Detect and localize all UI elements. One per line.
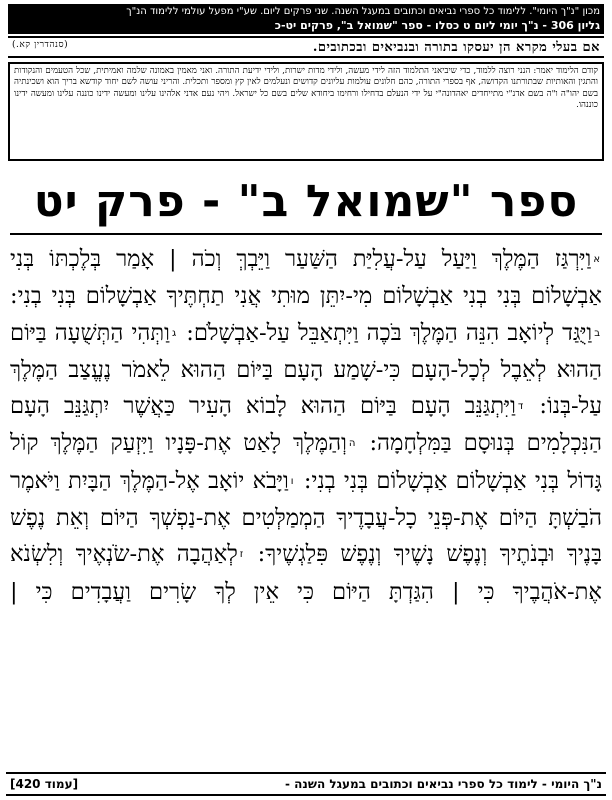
verse-text: וַיֻּגַּד לְיוֹאָב הִנֵּה הַמֶּלֶךְ בֹּכֶה וַיִּתְאַבֵּל עַל-אַבְשָׁלֹם:: [186, 319, 593, 346]
verse: [186, 320, 602, 346]
header-issue-line: [12, 19, 600, 33]
header-institute-line: מכון "נ"ך היומי". ללימוד כל ספרי נביאים וכתובים במעגל השנה. שני פרקים ליום. שע"י מפעל עולמי ללימוד הנ"ך: [126, 6, 600, 17]
page-number: [עמוד 420]: [10, 777, 79, 791]
verse-number: ו: [290, 475, 294, 487]
verse-number: ה: [348, 438, 356, 450]
header-quote: [8, 36, 604, 58]
verse-text: וַיִּתְגַּנֵּב הָעָם בַּיּוֹם הַהוּא לָבוֹא הָעִיר כַּאֲשֶׁר יִתְגַּנֵּב הָעָם הַנִּכְלָמִים בְּנוּסָם בַּמִּלְחָמָה:: [10, 393, 602, 457]
page-footer: [6, 772, 606, 796]
quote-source: (סנהדרין קא.): [12, 40, 69, 50]
verse: [10, 246, 602, 309]
quote-text: אם בעלי מקרא הן יעסקו בתורה ובנביאים ובכתובים.: [312, 40, 600, 55]
page: [6, 4, 606, 796]
verse-number: ב: [594, 327, 600, 339]
verse-text: וַיָּבֹא יוֹאָב אֶל-הַמֶּלֶךְ הַבָּיִת וַיֹּאמֶר הֹבַשְׁתָּ הַיּוֹם אֶת-פְּנֵי כָל-עֲבָדֶיךָ הַמְמַלְּטִים אֶת-נַפְשְׁךָ הַיּוֹם וְאֵת נֶפֶשׁ בָּנֶיךָ וּבְנֹתֶיךָ וְנֶפֶשׁ נָשֶׁיךָ וְנֶפֶשׁ פִּלַגְשֶׁיךָ:: [10, 467, 602, 568]
chapter-title: ספר "שמואל ב" - פרק יט: [33, 176, 579, 227]
verse-text: וְהַמֶּלֶךְ לָאַט אֶת-פָּנָיו וַיִּזְעַק הַמֶּלֶךְ קוֹל גָּדוֹל בְּנִי אַבְשָׁלוֹם אַבְשָׁלוֹם בְּנִי בְנִי:: [10, 430, 602, 494]
verse-text: לְאַהֲבָה אֶת-שֹׂנְאֶיךָ וְלִשְׂנֹא אֶת-אֹהֲבֶיךָ כִּי | הִגַּדְתָּ הַיּוֹם כִּי אֵין לְךָ שָׂרִים וַעֲבָדִים כִּי |: [10, 541, 602, 605]
pre-study-prayer: קודם הלימוד יאמר: הנני רוצה ללמוד, כדי שיביאני התלמוד הזה לידי מעשה, ולידי מדות ישרות, ולידי ידיעת התורה. ואני מאמין באמונה שלמה ואמיתית, שכל הטעמים והנקודות והתגין והאותיות שבתורתנו הקדושה, אף בספרי התורה, כהם חלונים עולמות עליונים קדושים ונעלמים לאין קץ ומספר ותכלית. והריני עושה לשם יחוד קודשא בריך הוא ושכינתיה בשם יהו"ה ו"ה בשם אדנ"י מתייחדים יאהדונה"י על ידי הנעלם בדחילו ורחימו ביחודא שלים בשם כל ישראל. ויהי נעם אדני אלהינו עלינו ומעשה ידינו כוננה עלינו ומעשה ידינו כוננהו.: [8, 62, 604, 161]
title-divider: [10, 233, 602, 235]
header-bar: [8, 4, 604, 34]
verse-number: ד: [517, 401, 524, 413]
verse-text: וַתְּהִי הַתְּשֻׁעָה בַּיּוֹם הַהוּא לְאֵבֶל לְכָל-הָעָם כִּי-שָׁמַע הָעָם בַּיּוֹם הַהוּא לֵאמֹר נֶעֱצַב הַמֶּלֶךְ עַל-בְּנוֹ:: [10, 319, 602, 420]
verse-number: ג: [171, 327, 177, 339]
verse-number: א: [593, 254, 600, 265]
verse-number: ז: [239, 549, 244, 561]
issue-info: גליון 306 - נ"ך יומי ליום ט כסלו - ספר "שמואל ב", פרקים יט-כ: [274, 19, 600, 32]
footer-series-label: נ"ך היומי - לימוד כל ספרי נביאים וכתובים במעגל השנה -: [285, 777, 602, 791]
chapter-text: [10, 241, 602, 751]
verse-text: וַיִּרְגַּז הַמֶּלֶךְ וַיַּעַל עַל-עֲלִיַּת הַשַּׁעַר וַיֵּבְךְּ וְכֹה | אָמַר בְּלֶכְתּוֹ בְּנִי אַבְשָׁלוֹם בְּנִי בְנִי אַבְשָׁלוֹם מִי-יִתֵּן מוּתִי אֲנִי תַחְתֶּיךָ אַבְשָׁלוֹם בְּנִי בְנִי:: [10, 246, 602, 310]
